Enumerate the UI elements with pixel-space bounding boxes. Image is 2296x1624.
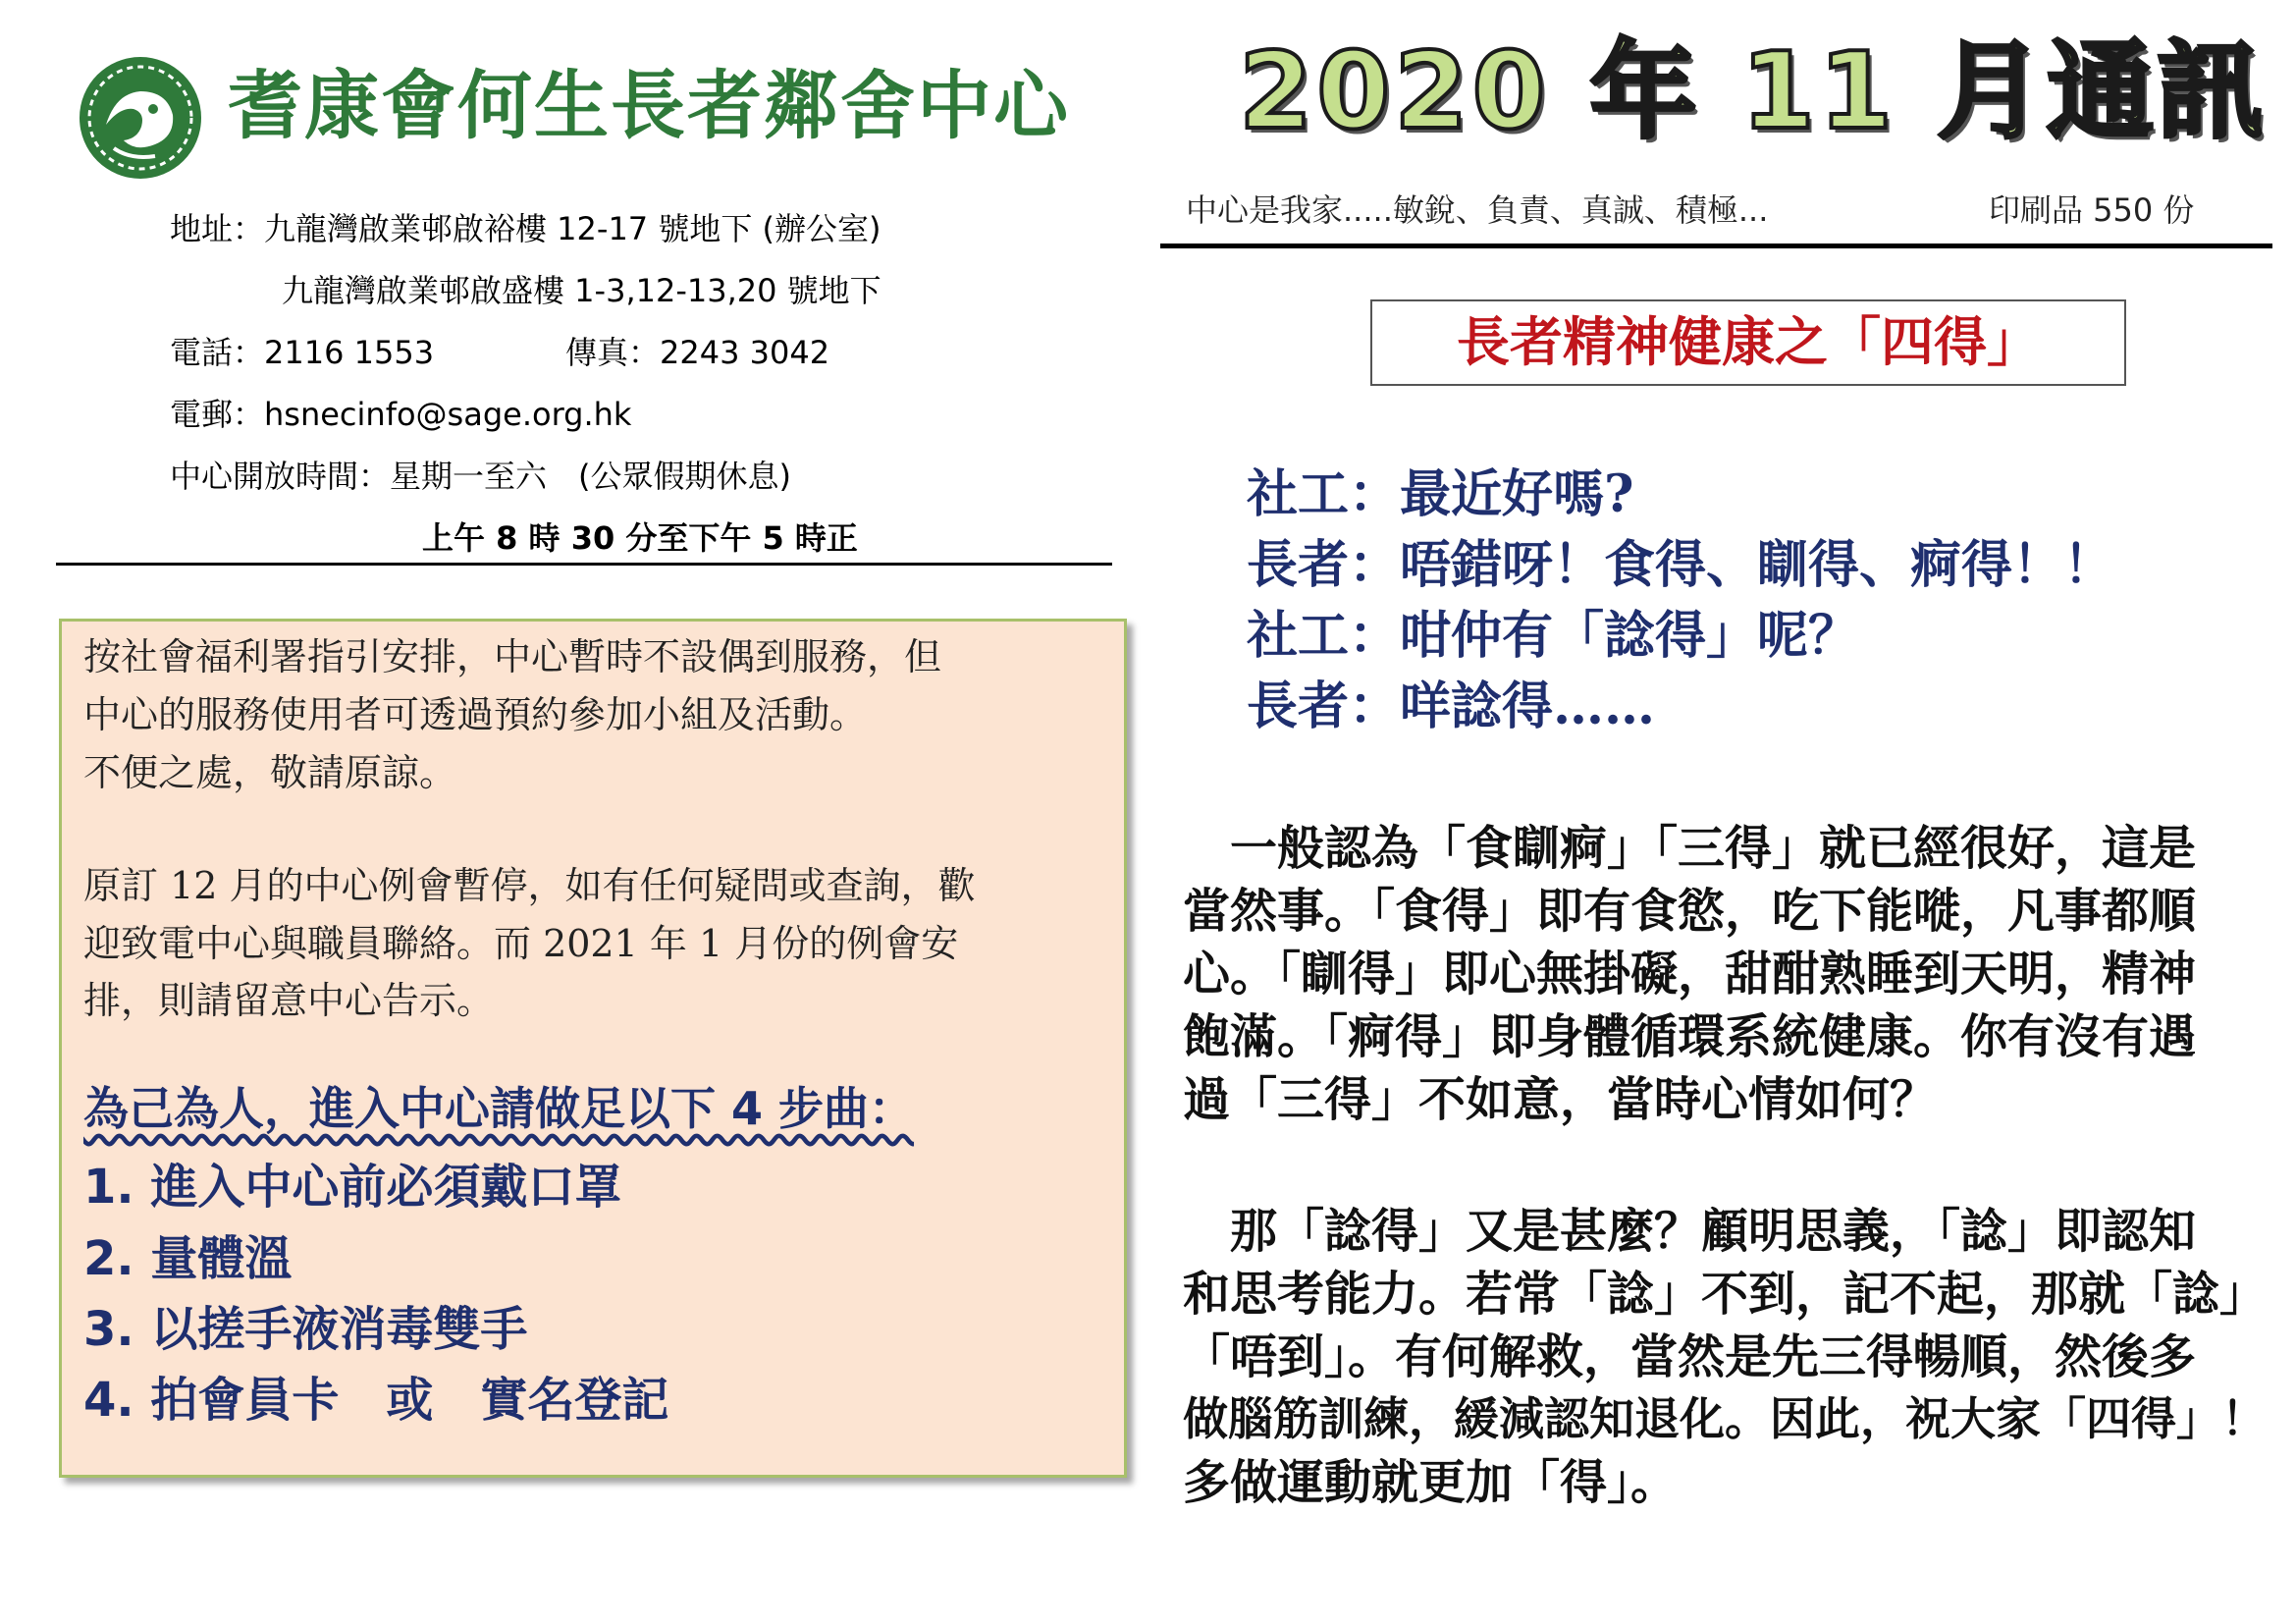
article-paragraph-1-line: 當然事。「食得」即有食慾，吃下能嘥，凡事都順 xyxy=(1183,884,2197,939)
address-line-2: 九龍灣啟業邨啟盛樓 1-3,12-13,20 號地下 xyxy=(282,272,881,309)
article-paragraph-2-line: 那「諗得」又是甚麼？顧明思義，「諗」即認知 xyxy=(1183,1204,2197,1259)
article-paragraph-2-line: 「唔到」。有何解救，當然是先三得暢順，然後多 xyxy=(1183,1329,2197,1384)
phone-number: 電話：2116 1553 xyxy=(170,334,435,371)
newsletter-title: 2020 年 11 月通訊 xyxy=(1239,30,2268,153)
org-logo-icon xyxy=(77,54,204,182)
article-title-box xyxy=(1370,299,2126,386)
address-line-1: 地址：九龍灣啟業邨啟裕樓 12-17 號地下 (辦公室) xyxy=(170,210,881,247)
step-item: 4. 拍會員卡 或 實名登記 xyxy=(83,1373,669,1428)
step-item: 1. 進入中心前必須戴口罩 xyxy=(83,1160,622,1215)
notice-line: 中心的服務使用者可透過預約參加小組及活動。 xyxy=(83,693,868,736)
article-paragraph-2-line: 和思考能力。若常「諗」不到，記不起，那就「諗」 xyxy=(1183,1267,2268,1322)
header-divider-left xyxy=(56,563,1112,566)
article-paragraph-1-line: 過「三得」不如意，當時心情如何？ xyxy=(1183,1072,1938,1127)
article-title: 長者精神健康之「四得」 xyxy=(1457,311,2040,373)
opening-hours-days: 中心開放時間：星期一至六 (公眾假期休息) xyxy=(170,458,791,495)
print-run: 印刷品 550 份 xyxy=(1989,191,2195,229)
article-paragraph-1-line: 一般認為「食瞓痾」「三得」就已經很好，這是 xyxy=(1183,821,2197,876)
notice-line: 迎致電中心與職員聯絡。而 2021 年 1 月份的例會安 xyxy=(83,922,959,965)
steps-heading: 為己為人，進入中心請做足以下 4 步曲： xyxy=(83,1082,915,1135)
notice-line: 原訂 12 月的中心例會暫停，如有任何疑問或查詢，歡 xyxy=(83,864,976,907)
opening-hours-time: 上午 8 時 30 分至下午 5 時正 xyxy=(422,519,858,557)
dialog-line: 社工：咁仲有「諗得」呢？ xyxy=(1247,606,1860,666)
dialog-line: 長者：咩諗得…… xyxy=(1247,677,1656,736)
dialog-line: 社工：最近好嗎? xyxy=(1247,464,1634,524)
dialog-line: 長者：唔錯呀！食得、瞓得、痾得！！ xyxy=(1247,535,2115,595)
header-divider-right xyxy=(1160,244,2272,248)
article-paragraph-1-line: 飽滿。「痾得」即身體循環系統健康。你有沒有遇 xyxy=(1183,1009,2197,1064)
article-paragraph-2-line: 做腦筋訓練，緩減認知退化。因此，祝大家「四得」！ xyxy=(1183,1392,2267,1445)
notice-line: 不便之處，敬請原諒。 xyxy=(83,751,457,794)
notice-line: 排，則請留意中心告示。 xyxy=(83,979,495,1022)
org-name: 耆康會何生長者鄰舍中心 xyxy=(228,62,1070,149)
step-item: 2. 量體溫 xyxy=(83,1231,293,1286)
fax-number: 傳真：2243 3042 xyxy=(565,334,830,371)
notice-line: 按社會福利署指引安排，中心暫時不設偶到服務，但 xyxy=(83,635,942,678)
article-paragraph-1-line: 心。「瞓得」即心無掛礙，甜酣熟睡到天明，精神 xyxy=(1183,947,2197,1001)
email-address: 電郵：hsnecinfo@sage.org.hk xyxy=(170,396,632,433)
center-motto: 中心是我家.....敏銳、負責、真誠、積極... xyxy=(1186,191,1769,229)
step-item: 3. 以搓手液消毒雙手 xyxy=(83,1302,528,1357)
article-paragraph-2-line: 多做運動就更加「得」。 xyxy=(1183,1455,1679,1510)
